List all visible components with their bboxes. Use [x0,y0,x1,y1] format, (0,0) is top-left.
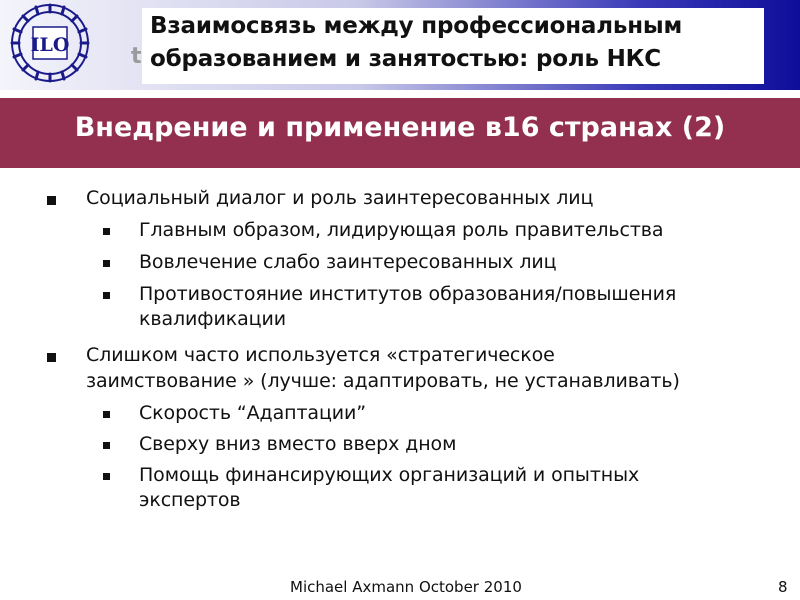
sub-bullet-marker [103,260,110,267]
list-item-continuation: заимствование » (лучше: адаптировать, не устанавливать) [86,370,680,392]
sub-bullet-marker [103,411,110,418]
page-title-line-2: образованием и занятостью: роль НКС [150,46,661,72]
list-item: Социальный диалог и роль заинтересованных лиц [86,187,594,209]
bullet-marker [47,196,56,205]
list-item-continuation: экспертов [139,489,241,511]
list-item: Противостояние институтов образования/повышения [139,283,677,305]
sub-bullet-marker [103,473,110,480]
sub-bullet-marker [103,442,110,449]
sub-bullet-marker [103,292,110,299]
list-item: Помощь финансирующих организаций и опытных [139,464,640,486]
list-item: Сверху вниз вместо вверх дном [139,433,457,455]
list-item-continuation: квалификации [139,308,286,330]
logo-text: ILO [30,34,70,56]
bullet-marker [47,353,56,362]
list-item: Скорость “Адаптации” [139,402,367,424]
footer-author-date: Michael Axmann October 2010 [290,578,522,596]
list-item: Вовлечение слабо заинтересованных лиц [139,251,557,273]
page-title-line-1: Взаимосвязь между профессиональным [150,13,683,39]
section-title: Внедрение и применение в16 странах (2) [74,112,726,143]
page-number: 8 [778,578,788,596]
list-item: Слишком часто используется «стратегическое [86,344,555,366]
list-item: Главным образом, лидирующая роль правительства [139,219,664,241]
title-ghost-letter: t [131,44,142,69]
sub-bullet-marker [103,228,110,235]
